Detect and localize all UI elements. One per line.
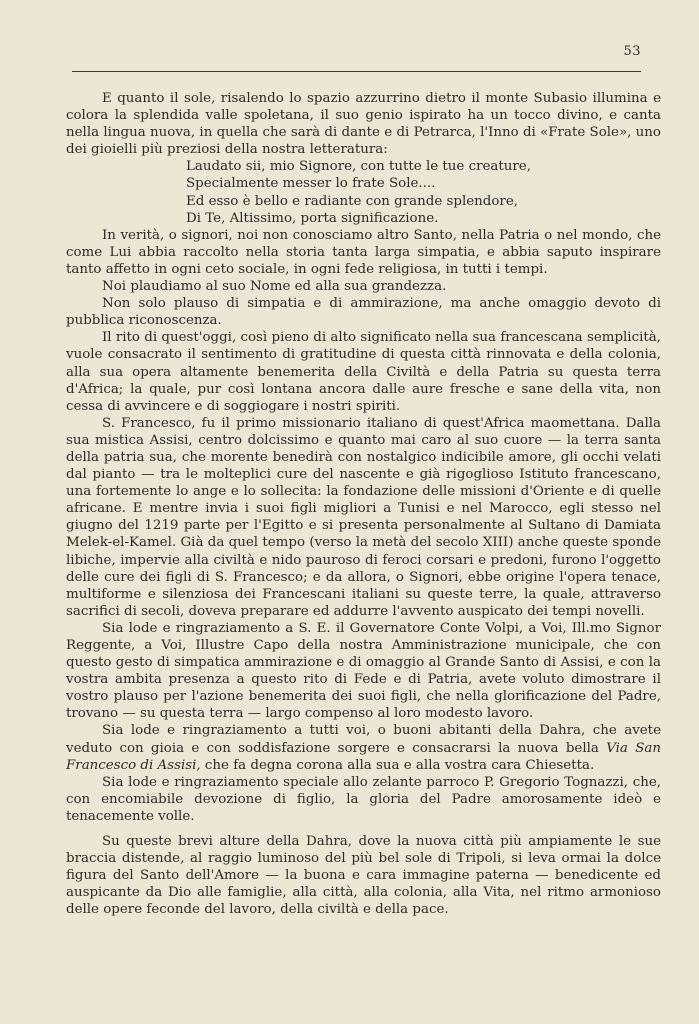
paragraph-missionario: S. Francesco, fu il primo missionario italiano di quest'Africa maomettana. Dalla sua mistica Assisi, centro dolcissimo e quanto mai caro al suo cuore — la terra santa della patria sua, che morente benedirà con nostalgico indicibile amore, gli occhi velati dal pianto — tra le molteplici cure del nascente e già rigoglioso Istituto francescano, una fortemente lo ange e lo sollecita: la fondazione delle missioni d'Oriente e di quelle africane. E mentre invia i suoi figli migliori a Tunisi e nel Marocco, egli stesso nel giugno del 1219 parte per l'Egitto e si presenta personalmente al Sultano di Damiata Melek-el-Kamel. Già da quel tempo (verso la metà del secolo XIII) anche queste sponde libiche, impervie alla civiltà e nido pauroso di feroci corsari e predoni, furono l'oggetto delle cure dei figli di S. Francesco; e da allora, o Signori, ebbe origine l'opera tenace, multiforme e silenziosa dei Francescani italiani su queste terre, la quale, attraverso sacrifici di secoli, doveva preparare ed addurre l'avvento auspicato dei tempi novelli. [66,415,661,619]
dahra-text-after: che fa degna corona alla sua e alla vostra cara Chiesetta. [200,757,595,773]
paragraph-plauso: Noi plaudiamo al suo Nome ed alla sua grandezza. [102,279,447,295]
page-number: 53 [623,44,641,59]
dahra-text-before: Sia lode e ringraziamento a tutti voi, o buoni abitanti della Dahra, che avete veduto con gioia e con soddisfazione sorgere e consacrarsi la nuova bella [66,723,661,756]
header-rule [72,71,641,72]
paragraph-lode-parroco: Sia lode e ringraziamento speciale allo zelante parroco P. Gregorio Tognazzi, che, con encomiabile devozione di figlio, la gloria del Padre amorosamente ideò e tenacemente volle. [66,774,661,824]
paragraph-lode-governatore: Sia lode e ringraziamento a S. E. il Governatore Conte Volpi, a Voi, Ill.mo Signor Reggente, a Voi, Illustre Capo della nostra Amministrazione municipale, che con questo gesto di simpatica ammirazione e di omaggio al Grande Santo di Assisi, e con la vostra ambita presenza a questo rito di Fede e di Patria, avete voluto dimostrare il vostro plauso per l'azione benemerita dei suoi figli, che nella glorificazione del Padre, trovano — su questa terra — largo compenso al loro modesto lavoro. [66,620,661,722]
paragraph-conclusione: Su queste brevi alture della Dahra, dove la nuova città più ampiamente le sue braccia distende, al raggio luminoso del più bel sole di Tripoli, si leva ormai la dolce figura del Santo dell'Amore — la buona e cara immagine paterna — benedicente ed auspicante da Dio alle famiglie, alla città, alla colonia, alla Vita, nel ritmo armonioso delle opere feconde del lavoro, della civiltà e della pace. [66,834,661,918]
poem-verse: Laudato sii, mio Signore, con tutte le tue creature, [186,159,531,175]
poem-verse: Specialmente messer lo frate Sole.... [186,176,436,192]
poem-frate-sole [186,158,661,226]
paragraph-verita: In verità, o signori, noi non conosciamo altro Santo, nella Patria o nel mondo, che come Lui abbia raccolto nella storia tanta larga simpatia, e abbia saputo inspirare tanto affetto in ogni ceto sociale, in ogni fede religiosa, in tutti i tempi. [66,227,661,277]
street-name: Via San Francesco di Assisi, [66,740,661,773]
paragraph-lode-dahra [66,722,661,773]
paragraph-sole: E quanto il sole, risalendo lo spazio azzurrino dietro il monte Subasio illumina e colora la splendida valle spoletana, il suo genio ispirato ha un tocco divino, e canta nella lingua nuova, in quella che sarà di dante e di Petrarca, l'Inno di «Frate Sole», uno dei gioielli più preziosi della nostra letteratura: [66,91,661,158]
poem-verse: Di Te, Altissimo, porta significazione. [186,210,439,226]
paragraph-omaggio: Non solo plauso di simpatia e di ammirazione, ma anche omaggio devoto di pubblica riconoscenza. [66,296,661,329]
body-text [66,90,661,919]
paragraph-rito: Il rito di quest'oggi, così pieno di alto significato nella sua francescana semplicità, vuole consacrato il sentimento di gratitudine di questa città rinnovata e della colonia, alla sua opera altamente benemerita della Civiltà e della Patria su questa terra d'Africa; la quale, pur così lontana ancora dalle aure fresche e sane della vita, non cessa di avvincere e di soggiogare i nostri spiriti. [66,330,661,414]
poem-verse: Ed esso è bello e radiante con grande splendore, [186,193,519,209]
